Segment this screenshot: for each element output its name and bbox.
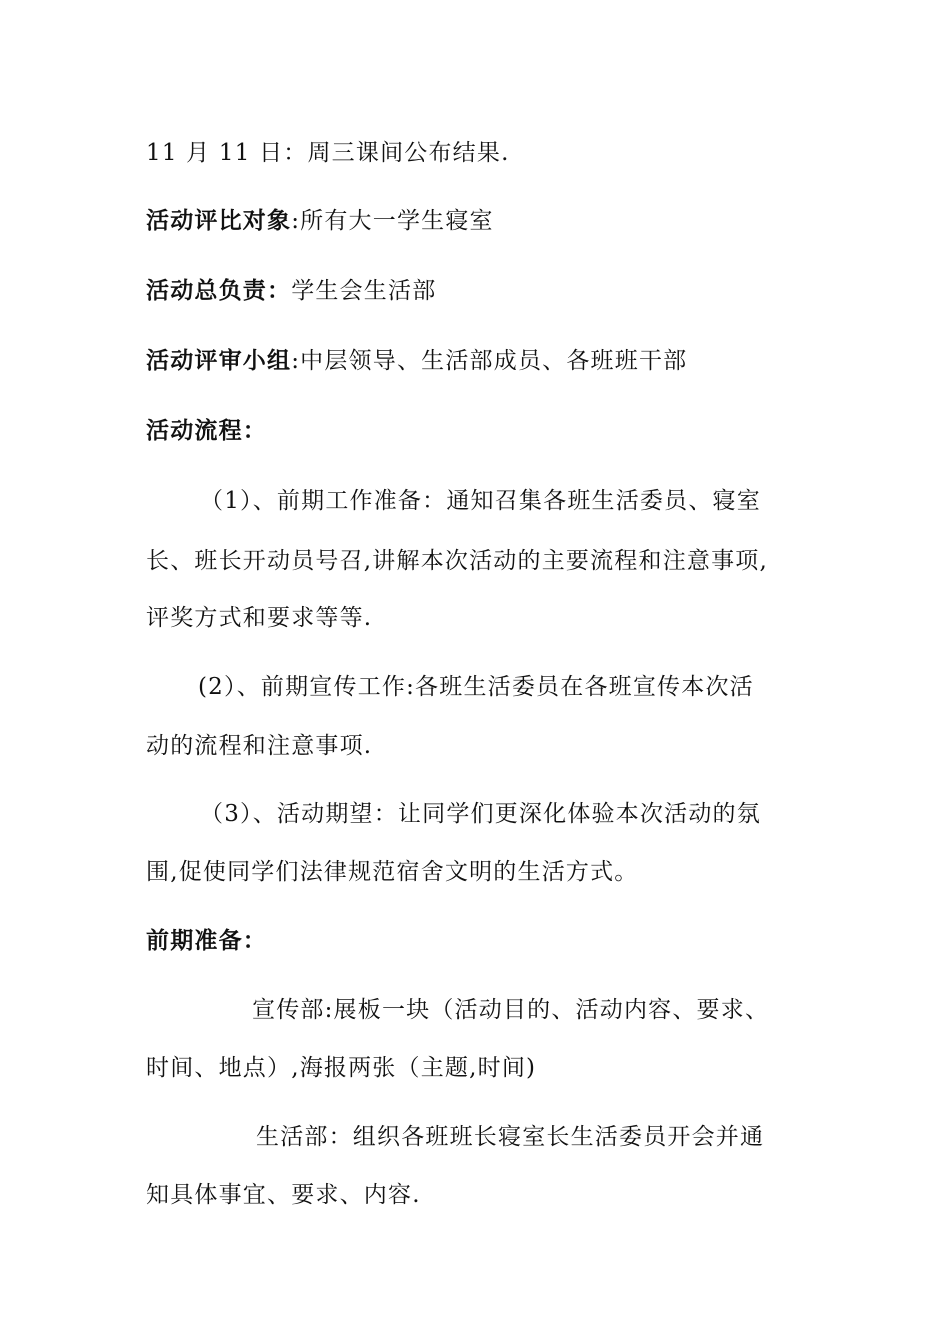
result-date-line	[146, 138, 510, 168]
prep1-line1: 宣传部:展板一块（活动目的、活动内容、要求、	[252, 997, 770, 1023]
item1-line1: （1）、前期工作准备：通知召集各班生活委员、寝室	[200, 488, 761, 514]
prep1-line2: 时间、地点）,海报两张（主题,时间)	[146, 1055, 537, 1081]
responsible-text: 学生会生活部	[291, 278, 437, 304]
responsible-label: 活动总负责：	[146, 277, 292, 304]
evaluation-target-text: :所有大一学生寝室	[291, 208, 494, 234]
item2-line1: (2）、前期宣传工作:各班生活委员在各班宣传本次活	[198, 674, 754, 700]
item2-line2: 动的流程和注意事项.	[146, 733, 373, 759]
responsible-line	[146, 276, 436, 306]
item3-line1: （3）、活动期望：让同学们更深化体验本次活动的氛	[200, 801, 761, 827]
prep2-line1: 生活部：组织各班班长寝室长生活委员开会并通	[256, 1124, 765, 1150]
item1-line2: 长、班长开动员号召,讲解本次活动的主要流程和注意事项,	[146, 548, 769, 574]
result-date-text: 11 月 11 日：周三课间公布结果.	[146, 140, 510, 166]
review-group-text: :中层领导、生活部成员、各班班干部	[291, 348, 688, 374]
item1-line3: 评奖方式和要求等等.	[146, 605, 373, 631]
prep2-line2: 知具体事宜、要求、内容.	[146, 1182, 421, 1208]
prep-heading: 前期准备：	[146, 927, 267, 954]
process-heading: 活动流程：	[146, 417, 267, 444]
item3-line2: 围,促使同学们法律规范宿舍文明的生活方式。	[146, 859, 639, 885]
evaluation-target-line	[146, 206, 494, 236]
review-group-label: 活动评审小组	[146, 347, 292, 374]
review-group-line	[146, 346, 687, 376]
evaluation-target-label: 活动评比对象	[146, 207, 292, 234]
